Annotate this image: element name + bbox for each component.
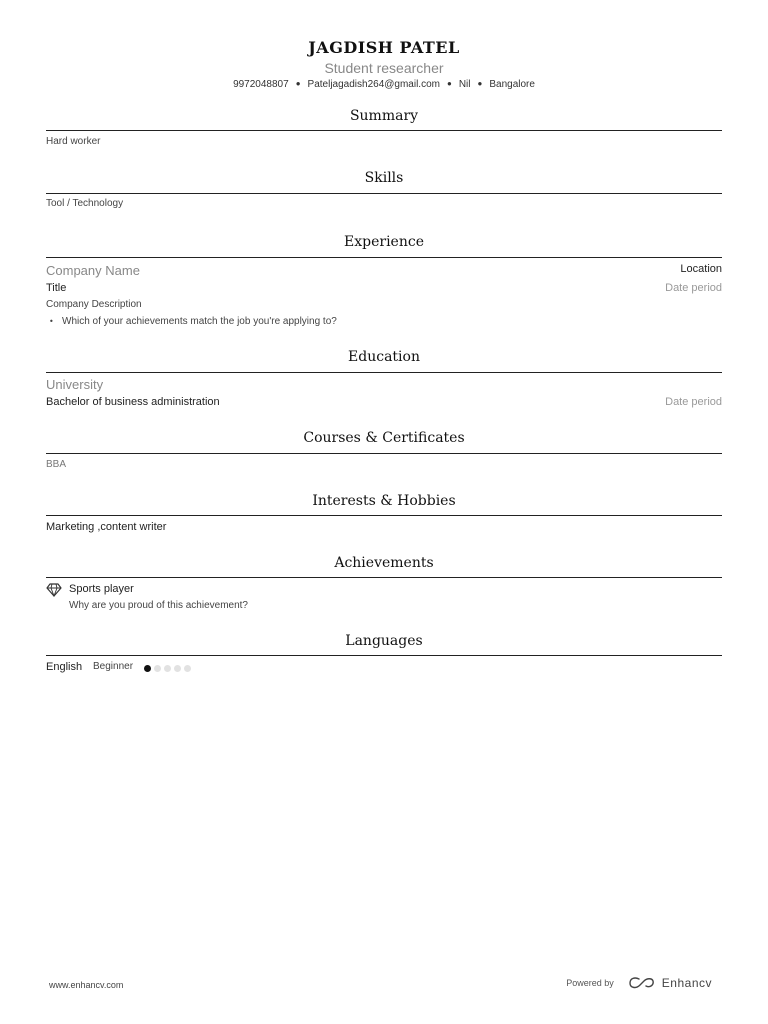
bullet-dot: • (49, 317, 54, 326)
experience-heading: Experience (344, 234, 424, 250)
languages-heading: Languages (345, 633, 423, 649)
interests-divider (46, 515, 722, 516)
skills-text: Tool / Technology (46, 198, 124, 209)
company-name: Company Name (46, 263, 140, 278)
experience-location: Location (680, 263, 722, 275)
brand-name: Enhancv (661, 976, 712, 990)
skills-divider (46, 193, 722, 194)
course-text: BBA (46, 459, 67, 470)
degree-text: Bachelor of business administration (46, 396, 220, 408)
job-title: Title (46, 282, 67, 294)
rating-dot (174, 665, 181, 672)
rating-dot (164, 665, 171, 672)
summary-text: Hard worker (46, 136, 101, 147)
achievement-name: Sports player (69, 583, 134, 595)
language-rating (144, 665, 191, 672)
courses-divider (46, 453, 722, 454)
rating-dot (184, 665, 191, 672)
company-description: Company Description (46, 299, 142, 310)
location-text: Bangalore (489, 79, 535, 90)
powered-by-text: Powered by (566, 978, 614, 988)
footer-website[interactable]: www.enhancv.com (49, 980, 124, 990)
rating-dot (144, 665, 151, 672)
education-divider (46, 372, 722, 373)
achievement-description: Why are you proud of this achievement? (69, 600, 248, 611)
contact-line (46, 79, 722, 90)
summary-divider (46, 130, 722, 131)
experience-date: Date period (665, 282, 722, 294)
summary-heading: Summary (349, 108, 419, 124)
candidate-role: Student researcher (324, 60, 444, 76)
education-date: Date period (665, 396, 722, 408)
separator-dot: ● (295, 79, 301, 88)
email-text: Pateljagadish264@gmail.com (307, 79, 440, 90)
phone-text: 9972048807 (233, 79, 289, 90)
experience-bullet: Which of your achievements match the job you're applying to? (62, 316, 337, 327)
languages-divider (46, 655, 722, 656)
education-heading: Education (348, 349, 420, 365)
website-text: Nil (458, 79, 471, 90)
experience-divider (46, 257, 722, 258)
achievements-heading: Achievements (334, 555, 434, 571)
enhancv-logo-icon (628, 976, 656, 990)
diamond-icon (46, 583, 62, 597)
separator-dot: ● (477, 79, 483, 88)
achievements-divider (46, 577, 722, 578)
candidate-name: JAGDISH PATEL (308, 38, 460, 57)
separator-dot: ● (446, 79, 452, 88)
rating-dot (154, 665, 161, 672)
language-name: English (46, 661, 83, 673)
school-name: University (46, 377, 104, 392)
footer-branding[interactable] (566, 976, 712, 990)
skills-heading: Skills (364, 170, 404, 186)
interests-text: Marketing ,content writer (46, 521, 167, 533)
interests-heading: Interests & Hobbies (312, 493, 456, 509)
language-level: Beginner (93, 661, 134, 672)
courses-heading: Courses & Certificates (303, 430, 465, 446)
